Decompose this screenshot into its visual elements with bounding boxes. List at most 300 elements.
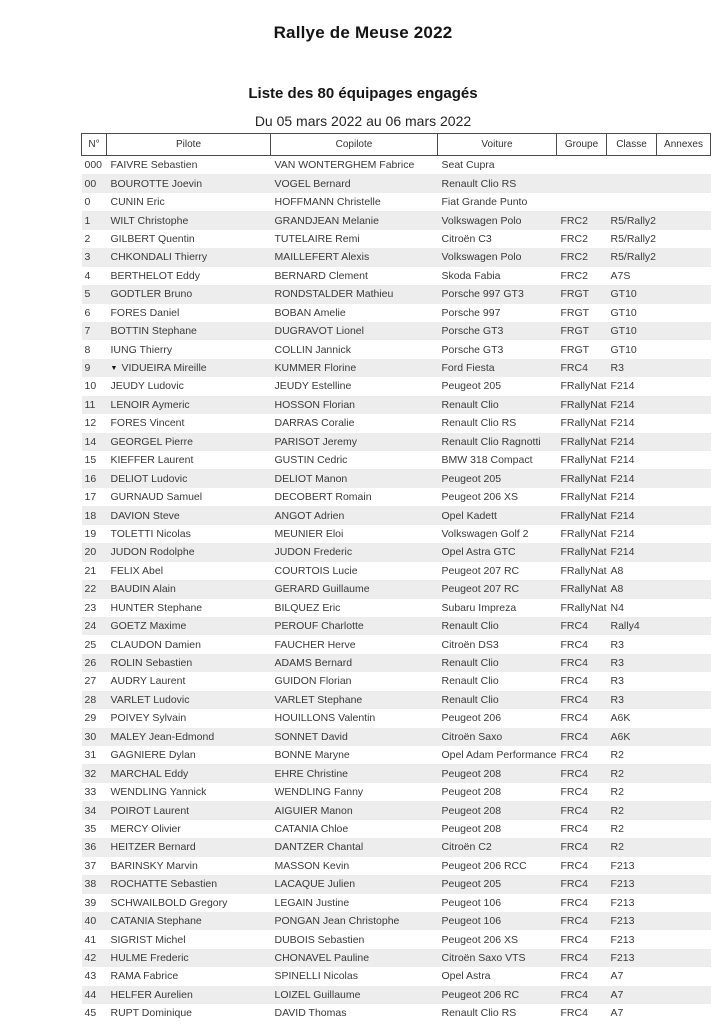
cell-num: 11 [84,398,96,411]
cell-annexes [657,820,711,838]
pilote-name: HUNTER Stephane [110,601,203,614]
cell-classe: F214 [610,454,635,467]
cell-pilote [107,525,271,543]
pilote-name: AUDRY Laurent [110,675,186,688]
cell-annexes [657,691,711,709]
cell-copilote: LEGAIN Justine [274,896,350,909]
cell-groupe: FRallyNat [560,527,607,540]
cell-classe: R2 [610,786,624,799]
cell-groupe: FRC2 [560,251,588,264]
cell-pilote [107,635,271,653]
cell-copilote: BONNE Maryne [274,749,350,762]
cell-voiture: Peugeot 207 RC [441,564,520,577]
cell-groupe: FRGT [560,343,590,356]
cell-groupe: FRallyNat [560,454,607,467]
cell-num: 43 [84,970,97,983]
cell-classe: R5/Rally2 [610,214,657,227]
cell-copilote: COLLIN Jannick [274,343,351,356]
table-row [82,230,711,248]
cell-pilote [107,691,271,709]
cell-classe: F214 [610,398,635,411]
cell-groupe: FRC4 [560,933,588,946]
cell-num: 31 [84,749,97,762]
cell-voiture: Renault Clio [441,693,499,706]
pilote-name: BERTHELOT Eddy [110,269,200,282]
cell-num: 24 [84,620,97,633]
cell-classe: Rally4 [610,620,640,633]
cell-classe [607,174,657,192]
column-header-groupe: Groupe [557,134,607,156]
cell-classe: F214 [610,546,635,559]
cell-groupe: FRC4 [560,988,588,1001]
cell-num: 00 [84,177,97,190]
cell-copilote: DANTZER Chantal [274,841,364,854]
cell-num: 22 [84,583,97,596]
cell-pilote [107,469,271,487]
cell-pilote [107,912,271,930]
cell-annexes [657,156,711,175]
cell-copilote: JUDON Frederic [274,546,353,559]
cell-voiture: Opel Adam Performance [441,749,557,762]
cell-voiture: Opel Astra [441,970,491,983]
cell-num: 17 [84,491,97,504]
cell-num: 20 [84,546,97,559]
cell-annexes [657,617,711,635]
cell-copilote: BERNARD Clement [274,269,368,282]
cell-num: 8 [84,343,91,356]
cell-copilote: TUTELAIRE Remi [274,232,360,245]
cell-classe: R3 [610,362,624,375]
cell-groupe: FRallyNat [560,435,607,448]
table-row [82,857,711,875]
cell-pilote [107,857,271,875]
cell-copilote: HOUILLONS Valentin [274,712,376,725]
cell-voiture: Seat Cupra [441,159,495,172]
cell-copilote: MASSON Kevin [274,859,350,872]
cell-pilote [107,1004,271,1022]
cell-num: 14 [84,435,97,448]
cell-copilote: GUSTIN Cedric [274,454,348,467]
cell-copilote: HOSSON Florian [274,398,356,411]
cell-pilote [107,377,271,395]
cell-voiture: Opel Kadett [441,509,497,522]
cell-groupe: FRGT [560,306,590,319]
cell-annexes [657,930,711,948]
cell-voiture: BMW 318 Compact [441,454,533,467]
cell-pilote [107,359,271,377]
cell-groupe: FRC4 [560,767,588,780]
cell-copilote: HOFFMANN Christelle [274,196,381,209]
cell-pilote [107,174,271,192]
cell-groupe: FRC4 [560,970,588,983]
cell-pilote [107,617,271,635]
cell-copilote: CATANIA Chloe [274,822,349,835]
cell-num: 36 [84,841,97,854]
cell-voiture: Porsche GT3 [441,343,504,356]
pilote-name: WILT Christophe [110,214,189,227]
cell-groupe: FRC4 [560,362,588,375]
cell-pilote [107,949,271,967]
cell-classe: F213 [610,878,635,891]
cell-annexes [657,986,711,1004]
cell-voiture: Peugeot 206 XS [441,491,518,504]
table-row [82,469,711,487]
cell-annexes [657,599,711,617]
cell-annexes [657,783,711,801]
cell-pilote [107,433,271,451]
cell-classe: R3 [610,638,624,651]
cell-pilote [107,746,271,764]
pilote-name: HEITZER Bernard [110,841,196,854]
table-row [82,359,711,377]
cell-pilote [107,783,271,801]
pilote-name: LENOIR Aymeric [110,398,190,411]
pilote-name: VIDUEIRA Mireille [121,362,207,375]
table-row [82,728,711,746]
cell-voiture: Renault Clio RS [441,417,517,430]
pilote-name: POIROT Laurent [110,804,190,817]
column-header-pilote: Pilote [107,134,271,156]
cell-groupe: FRallyNat [560,546,607,559]
cell-pilote [107,801,271,819]
cell-annexes [657,709,711,727]
table-header-row [82,134,711,156]
cell-voiture: Peugeot 205 [441,472,502,485]
cell-groupe: FRC4 [560,859,588,872]
column-header-num: N° [82,134,107,156]
cell-copilote: VAN WONTERGHEM Fabrice [274,159,415,172]
pilote-name: HULME Frederic [110,952,189,965]
cell-classe: F214 [610,491,635,504]
cell-voiture: Porsche GT3 [441,325,504,338]
table-row [82,396,711,414]
pilote-name: RUPT Dominique [110,1007,193,1020]
cell-voiture: Peugeot 206 XS [441,933,518,946]
cell-classe: R3 [610,675,624,688]
cell-classe: F214 [610,435,635,448]
cell-num: 27 [84,675,97,688]
cell-annexes [657,469,711,487]
cell-copilote: AIGUIER Manon [274,804,353,817]
cell-voiture: Volkswagen Golf 2 [441,527,529,540]
cell-copilote: DAVID Thomas [274,1007,347,1020]
cell-pilote [107,396,271,414]
pilote-name: FAIVRE Sebastien [110,159,198,172]
cell-num: 12 [84,417,97,430]
cell-groupe [557,193,607,211]
cell-annexes [657,211,711,229]
cell-voiture: Peugeot 106 [441,896,502,909]
cell-groupe: FRallyNat [560,491,607,504]
cell-annexes [657,949,711,967]
cell-copilote: DECOBERT Romain [274,491,372,504]
cell-voiture: Citroën C3 [441,232,492,245]
pilote-name: GODTLER Bruno [110,288,193,301]
cell-classe: N4 [610,601,624,614]
cell-copilote: DELIOT Manon [274,472,348,485]
table-row [82,912,711,930]
cell-annexes [657,728,711,746]
table-row [82,193,711,211]
cell-num: 28 [84,693,97,706]
pilote-name: JUDON Rodolphe [110,546,195,559]
cell-groupe: FRC4 [560,896,588,909]
table-row [82,433,711,451]
cell-voiture: Peugeot 206 RCC [441,859,527,872]
cell-copilote: MEUNIER Eloi [274,527,344,540]
cell-voiture: Renault Clio RS [441,177,517,190]
cell-copilote: WENDLING Fanny [274,786,364,799]
cell-pilote [107,304,271,322]
cell-annexes [657,764,711,782]
cell-groupe: FRC4 [560,952,588,965]
cell-copilote: LACAQUE Julien [274,878,356,891]
cell-pilote [107,672,271,690]
cell-num: 33 [84,786,97,799]
cell-num: 0 [84,196,91,209]
cell-annexes [657,506,711,524]
cell-num: 25 [84,638,97,651]
cell-copilote: GRANDJEAN Melanie [274,214,379,227]
cell-groupe: FRC4 [560,749,588,762]
table-row [82,967,711,985]
pilote-name: MALEY Jean-Edmond [110,730,215,743]
cell-copilote: FAUCHER Herve [274,638,356,651]
table-row [82,599,711,617]
cell-pilote [107,488,271,506]
pilote-name: KIEFFER Laurent [110,454,194,467]
cell-groupe: FRC4 [560,822,588,835]
cell-pilote [107,562,271,580]
cell-voiture: Renault Clio [441,675,499,688]
cell-copilote: PEROUF Charlotte [274,620,364,633]
entry-list-table [81,133,711,1023]
cell-groupe: FRC4 [560,638,588,651]
cell-annexes [657,174,711,192]
cell-copilote: SPINELLI Nicolas [274,970,358,983]
cell-classe: R5/Rally2 [610,251,657,264]
table-row [82,746,711,764]
cell-voiture: Renault Clio [441,657,499,670]
cell-groupe: FRC2 [560,214,588,227]
cell-groupe: FRC4 [560,693,588,706]
cell-voiture: Volkswagen Polo [441,251,522,264]
cell-num: 38 [84,878,97,891]
table-row [82,894,711,912]
pilote-name: GILBERT Quentin [110,232,195,245]
cell-classe: R2 [610,804,624,817]
cell-classe: A7 [610,988,624,1001]
cell-pilote [107,414,271,432]
table-row [82,820,711,838]
cell-classe: GT10 [610,288,637,301]
pilote-name: GURNAUD Samuel [110,491,203,504]
cell-pilote [107,340,271,358]
cell-pilote [107,322,271,340]
cell-annexes [657,230,711,248]
cell-copilote: PARISOT Jeremy [274,435,357,448]
cell-classe: R2 [610,822,624,835]
cell-copilote: VARLET Stephane [274,693,363,706]
cell-classe [607,156,657,175]
cell-voiture: Renault Clio [441,620,499,633]
cell-voiture: Renault Clio Ragnotti [441,435,541,448]
pilote-name: CHKONDALI Thierry [110,251,208,264]
cell-copilote: MAILLEFERT Alexis [274,251,370,264]
cell-pilote [107,986,271,1004]
cell-annexes [657,267,711,285]
table-row [82,174,711,192]
cell-groupe: FRC2 [560,269,588,282]
cell-annexes [657,359,711,377]
cell-annexes [657,396,711,414]
table-row [82,875,711,893]
cell-num: 7 [84,325,91,338]
cell-pilote [107,211,271,229]
table-row [82,211,711,229]
cell-annexes [657,193,711,211]
cell-voiture: Ford Fiesta [441,362,495,375]
cell-copilote: ADAMS Bernard [274,657,353,670]
cell-num: 3 [84,251,91,264]
cell-voiture: Citroën DS3 [441,638,499,651]
date-range: Du 05 mars 2022 au 06 mars 2022 [254,113,472,129]
cell-pilote [107,230,271,248]
table-row [82,322,711,340]
cell-voiture: Opel Astra GTC [441,546,516,559]
cell-pilote [107,838,271,856]
cell-voiture: Peugeot 207 RC [441,583,520,596]
cell-num: 19 [84,527,97,540]
pilote-name: CUNIN Eric [110,196,165,209]
cell-annexes [657,635,711,653]
cell-classe: F213 [610,896,635,909]
cell-groupe [557,156,607,175]
cell-classe: A8 [610,583,624,596]
cell-classe: F213 [610,933,635,946]
cell-classe: F214 [610,380,635,393]
cell-groupe: FRallyNat [560,472,607,485]
cell-classe: GT10 [610,325,637,338]
pilote-name: BOTTIN Stephane [110,325,197,338]
cell-pilote [107,267,271,285]
cell-num: 32 [84,767,97,780]
table-row [82,414,711,432]
cell-num: 45 [84,1007,97,1020]
cell-voiture: Porsche 997 [441,306,501,319]
cell-num: 5 [84,288,91,301]
table-row [82,488,711,506]
column-header-classe: Classe [607,134,657,156]
table-row [82,156,711,175]
cell-copilote: GUIDON Florian [274,675,352,688]
cell-voiture: Fiat Grande Punto [441,196,528,209]
cell-num: 1 [84,214,91,227]
cell-annexes [657,912,711,930]
cell-num: 9 [84,362,91,375]
table-row [82,801,711,819]
cell-groupe: FRC4 [560,620,588,633]
cell-annexes [657,580,711,598]
cell-pilote [107,820,271,838]
cell-groupe: FRGT [560,288,590,301]
cell-classe: F214 [610,509,635,522]
cell-num: 2 [84,232,91,245]
cell-pilote [107,248,271,266]
cell-classe: F214 [610,472,635,485]
pilote-name: MERCY Olivier [110,822,181,835]
table-row [82,525,711,543]
cell-pilote [107,930,271,948]
table-row [82,543,711,561]
pilote-name: FELIX Abel [110,564,164,577]
table-row [82,506,711,524]
cell-pilote [107,967,271,985]
pilote-name: SIGRIST Michel [110,933,186,946]
cell-groupe: FRallyNat [560,601,607,614]
cell-groupe: FRC4 [560,730,588,743]
cell-voiture: Renault Clio RS [441,1007,517,1020]
cell-num: 4 [84,269,91,282]
cell-annexes [657,967,711,985]
pilote-name: GEORGEL Pierre [110,435,193,448]
table-row [82,764,711,782]
cell-num: 30 [84,730,97,743]
cell-annexes [657,248,711,266]
pilote-name: IUNG Thierry [110,343,173,356]
table-row [82,930,711,948]
cell-annexes [657,525,711,543]
table-body [82,156,711,1023]
cell-copilote: COURTOIS Lucie [274,564,358,577]
cell-pilote [107,599,271,617]
cell-annexes [657,340,711,358]
table-row [82,617,711,635]
column-header-voiture: Voiture [438,134,557,156]
cell-copilote: SONNET David [274,730,348,743]
pilote-name: RAMA Fabrice [110,970,179,983]
table-row [82,562,711,580]
pilote-name: BARINSKY Marvin [110,859,198,872]
cell-groupe: FRC4 [560,841,588,854]
page-title: Rallye de Meuse 2022 [273,23,453,42]
cell-classe: F214 [610,527,635,540]
page-subtitle: Liste des 80 équipages engagés [248,85,478,102]
cell-num: 26 [84,657,97,670]
cell-voiture: Citroën C2 [441,841,492,854]
cell-annexes [657,746,711,764]
cell-annexes [657,377,711,395]
cell-groupe: FRC4 [560,712,588,725]
cell-classe: F213 [610,952,635,965]
table-row [82,672,711,690]
cell-groupe: FRC4 [560,675,588,688]
pilote-name: CLAUDON Damien [110,638,201,651]
cell-classe: GT10 [610,343,637,356]
cell-num: 39 [84,896,97,909]
cell-pilote [107,875,271,893]
cell-annexes [657,1004,711,1022]
table-row [82,783,711,801]
cell-pilote [107,156,271,175]
cell-num: 16 [84,472,97,485]
cell-voiture: Peugeot 206 RC [441,988,520,1001]
cell-classe: R2 [610,767,624,780]
cell-groupe: FRC2 [560,232,588,245]
pilote-name: CATANIA Stephane [110,915,202,928]
pilote-name: TOLETTI Nicolas [110,527,191,540]
pilote-name: BAUDIN Alain [110,583,176,596]
